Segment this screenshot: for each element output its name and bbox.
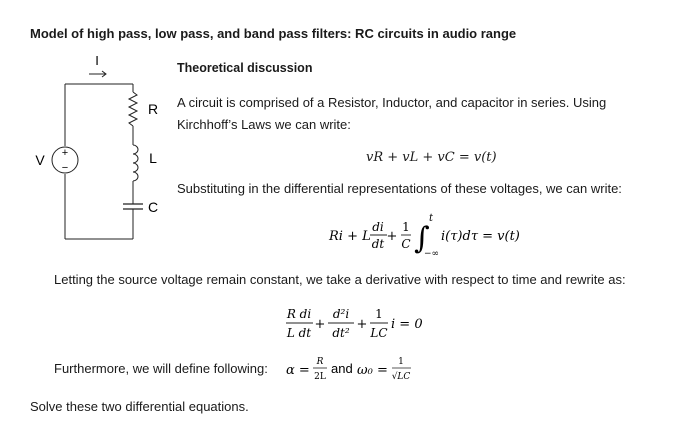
resistor-icon <box>129 92 137 126</box>
integral-equation <box>325 210 545 260</box>
alpha-numerator: R <box>316 357 324 367</box>
inductor-label: L <box>149 150 157 166</box>
capacitor-icon <box>123 204 143 209</box>
integral-upper-limit: t <box>429 213 434 224</box>
lc-denominator: LC <box>370 326 388 340</box>
d2i-numerator: d²i <box>332 307 350 321</box>
source-label: V <box>35 152 45 168</box>
di-numerator: di <box>372 220 384 234</box>
source-plus: + <box>61 147 69 159</box>
source-minus: − <box>61 162 69 174</box>
furthermore-paragraph: Furthermore, we will define following: <box>54 361 268 376</box>
second-tail: i = 0 <box>391 317 423 332</box>
omega-denominator: √LC <box>391 372 411 382</box>
dt-denominator: dt <box>371 237 385 251</box>
second-plus-1: + <box>314 317 326 332</box>
omega-equals: ω₀ = <box>357 363 388 378</box>
integral-sign-icon: ∫ <box>414 221 430 256</box>
current-arrow-icon <box>89 71 106 77</box>
and-word: and <box>331 361 353 376</box>
intro-line-1: A circuit is comprised of a Resistor, Inductor, and capacitor in series. Using <box>177 95 607 110</box>
integral-lhs: Ri + L <box>329 229 371 244</box>
integrand: i(τ)dτ = v(t) <box>441 229 520 244</box>
second-order-equation <box>282 302 432 346</box>
r-di-numerator: R di <box>286 307 312 321</box>
substituting-paragraph: Substituting in the differential representations of these voltages, we can write: <box>177 181 622 196</box>
page-title: Model of high pass, low pass, and band pass filters: RC circuits in audio range <box>30 26 517 41</box>
rlc-circuit-diagram <box>20 52 170 252</box>
l-dt-denominator: L dt <box>286 326 312 340</box>
integral-plus: + <box>386 229 398 244</box>
section-heading: Theoretical discussion <box>177 61 313 75</box>
second-plus-2: + <box>356 317 368 332</box>
voltage-source-icon <box>52 147 78 174</box>
omega-numerator: 1 <box>398 357 404 367</box>
current-label: I <box>95 53 99 68</box>
alpha-denominator: 2L <box>314 372 326 382</box>
inductor-icon <box>133 145 138 181</box>
one-numerator: 1 <box>402 220 410 234</box>
integral-lower-limit: −∞ <box>424 249 440 259</box>
capacitor-label: C <box>147 199 159 215</box>
definitions-equation <box>284 352 424 386</box>
resistor-label: R <box>147 101 159 117</box>
letting-paragraph: Letting the source voltage remain constant, we take a derivative with respect to time and rewrite as: <box>54 272 626 287</box>
intro-line-2: Kirchhoff’s Laws we can write: <box>177 117 351 132</box>
alpha-equals: α = <box>286 363 310 378</box>
dt2-denominator: dt² <box>332 326 350 340</box>
second-one-numerator: 1 <box>375 307 383 321</box>
c-denominator: C <box>401 237 411 251</box>
kvl-equation: vR + vL + vC = v(t) <box>366 150 497 165</box>
solve-paragraph: Solve these two differential equations. <box>30 399 249 414</box>
